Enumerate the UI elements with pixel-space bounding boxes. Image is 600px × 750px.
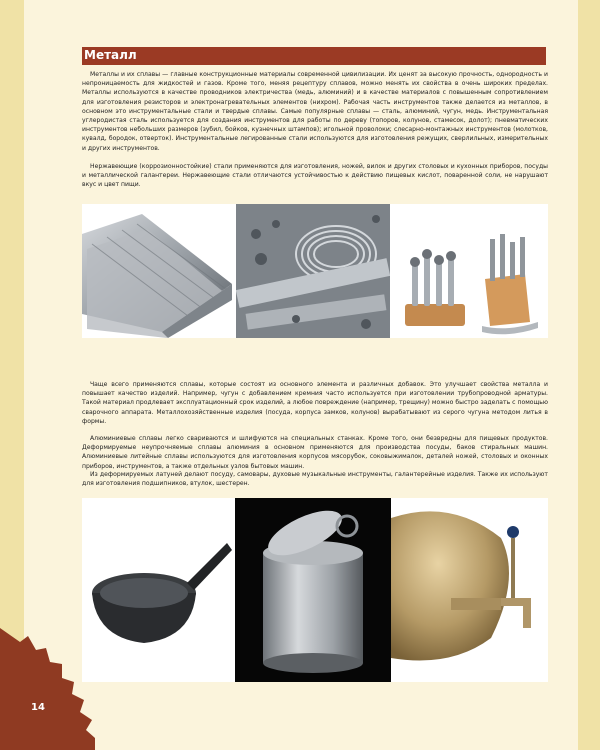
paragraph-4 [82,434,548,471]
paragraph-3 [82,380,548,426]
paragraph-1-text: Металлы и их сплавы — главные конструкционные материалы современной цивилизации. Их ценят за высокую прочность, однородность и непроницаемость для жидкостей и газов. Кроме того, меняя рецептуру сплавов, можно менять их свойства в очень широких пределах. Металлы используются в качестве проводников электричества (медь, алюминий) и в качестве материалов с повышенным сопротивлением для изготовления резисторов и электронагревательных элементов (нихром). Рабочая часть инструментов также делается из металлов, в основном это инструментальные стали и твердые сплавы. Самые популярные сплавы — сталь, алюминий, чугун, медь. Инструментальная углеродистая сталь используется для создания инструментов для работы по дереву (топоров, колунов, стамесок, долот); пневматических инструментов небольших размеров (зубил, бойков, кузнечных штампов); игольной проволоки; слесарно-монтажных инструментов (молотков, кувалд, бородок, отверток). Инструментальные легированные стали используются для изготовления режущих, сверлильных, измерительных и других инструментов. [82,71,548,152]
paragraph-5-text: Из деформируемых латуней делают посуду, самовары, духовые музыкальные инструменты, галантерейные изделия. Также их используют для изготовления подшипников, втулок, шестерен. [82,471,548,488]
tin-can-image [235,498,391,682]
right-margin-strip [578,0,600,750]
section-header [82,47,546,65]
kitchen-utensils-image [390,204,548,338]
section-title: Металл [84,48,137,62]
paragraph-3-text: Чаще всего применяются сплавы, которые состоят из основного элемента и различных добавок. Это улучшает свойства металла и повышает качество изделий. Например, чугун с добавлением кремния часто используется при изготовлении трубопроводной арматуры. Такой материал продлевает эксплуатационный срок изделий, а любое повреждение (например, трещину) можно быстро заделать с помощью сварочного аппарата. Металлохозяйственные изделия (посуда, корпуса замков, колунов) вырабатывают из серого чугуна методом литья в формы. [82,381,548,425]
cast-iron-pan-image [82,498,235,682]
metal-sheets-image [82,204,236,338]
paragraph-2 [82,162,548,190]
paragraph-1 [82,70,548,153]
paragraph-4-text: Алюминиевые сплавы легко свариваются и шлифуются на специальных станках. Кроме того, они безвредны для пищевых продуктов. Деформируемые неупрочняемые сплавы алюминия в основном применяются для производства посуды, баков стиральных машин. Алюминиевые литейные сплавы используются для изготовления корпусов мясорубок, соковыжималок, деталей ножей, столовых и оконных приборов, инструментов, а также отдельных узлов бытовых машин. [82,435,548,470]
paragraph-2-text: Нержавеющие (коррозионностойкие) стали применяются для изготовления, ножей, вилок и других столовых и кухонных приборов, посуды и металлической галантереи. Нержавеющие стали отличаются устойчивостью к действию пищевых кислот, поваренной соли, не нарушают вкус и цвет пищи. [82,163,548,189]
brass-samovar-image [391,498,548,682]
page-number: 14 [31,702,45,713]
image-row-bottom [82,498,548,682]
decorative-corner [0,628,95,750]
paragraph-5 [82,470,548,488]
metal-parts-image [236,204,390,338]
image-row-top [82,204,548,338]
